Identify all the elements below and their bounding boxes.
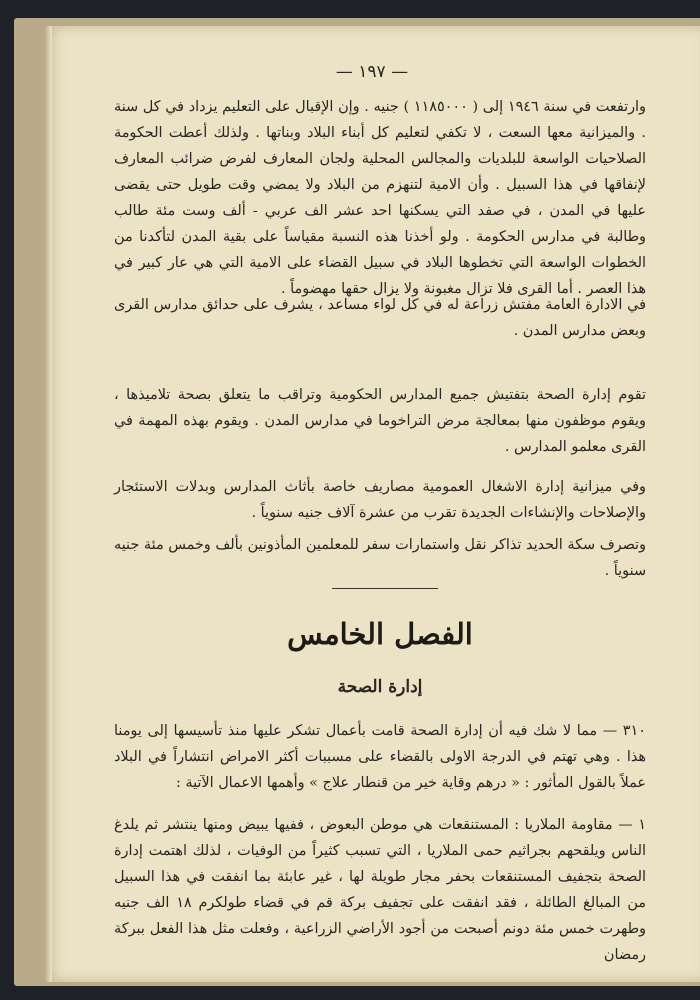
page-number: — ١٩٧ — — [335, 62, 409, 82]
page-gutter — [44, 26, 52, 982]
section-paragraph: ١ — مقاومة الملاريا : المستنقعات هي موطن البعوض ، ففيها يبيض ومنها ينتشر ثم يلدغ الناس ويلقحهم بجراثيم حمى الملاريا ، التي تسبب كثيراً من الوفيات ، لذلك اهتمت إدارة الصحة بتجفيف المستنقعات بحفر مجار طويلة لها ، غير عابئة بما انفقت في هذا السبيل من المبالغ الطائلة ، فقد انفقت على تجفيف بركة قم في قضاء طولكرم ١٨ الف جنيه وطهرت خمس مئة دونم أصبحت من أجود الأراضي الزراعية ، وفعلت مثل هذا الفعل ببركة رمضان — [114, 817, 646, 963]
chapter-title: الفصل الخامس — [287, 617, 473, 651]
body-paragraph: وفي ميزانية إدارة الاشغال العمومية مصاريف خاصة بأثاث المدارس وبدلات الاستئجار والإصلاحات والإنشاءات الجديدة تقرب من عشرة آلاف جنيه سنوياً . — [114, 479, 646, 521]
section-paragraph: ٣١٠ — مما لا شك فيه أن إدارة الصحة قامت بأعمال تشكر عليها منذ تأسيسها إلى يومنا هذا . وهي تهتم في الدرجة الاولى بالقضاء على مسببات أكثر الامراض انتشاراً في البلاد عملاً بالقول المأثور : « درهم وقاية خير من قنطار علاج » وأهمها الاعمال الآتية : — [114, 723, 646, 791]
body-paragraph: في الادارة العامة مفتش زراعة له في كل لواء مساعد ، يشرف على حدائق مدارس القرى وبعض مدارس المدن . — [114, 297, 646, 339]
body-paragraph: وارتفعت في سنة ١٩٤٦ إلى ( ١١٨٥٠٠٠ ) جنيه . وإن الإقبال على التعليم يزداد في كل سنة . والميزانية معها السعت ، لا تكفي لتعليم كل أبناء البلاد وبناتها . ولذلك أعطت الحكومة الصلاحيات الواسعة للبلديات والمجالس المحلية ولجان المعارف لفرض ضرائب المعارف لإنفاقها في هذا السبيل . وأن الامية لتنهزم من البلاد ولا يمضي وقت طويل حتى يقضى عليها في المدن ، في صفد التي يسكنها احد عشر الف عربي - ألف وست مئة طالب وطالبة في مدارس الحكومة . ولو أخذنا هذه النسبة مقياساً على بقية المدن لتأكدنا من الخطوات الواسعة التي تخطوها البلاد في سبيل القضاء على الامية التي هي عار كبير في هذا العصر . أما القرى فلا تزال مغبونة ولا يزال حقها مهضوماً . — [114, 99, 646, 297]
body-paragraph: تقوم إدارة الصحة بتفتيش جميع المدارس الحكومية وتراقب ما يتعلق بصحة تلاميذها ، ويقوم موظفون منها بمعالجة مرض التراخوما في مدارس المدن . ويقوم بهذه المهمة في القرى معلمو المدارس . — [114, 387, 646, 455]
book-page — [44, 26, 700, 982]
body-paragraph: وتصرف سكة الحديد تذاكر نقل واستمارات سفر للمعلمين المأذونين بألف وخمس مئة جنيه سنوياً . — [114, 537, 646, 579]
section-title: إدارة الصحة — [337, 677, 423, 697]
section-divider — [332, 588, 438, 589]
